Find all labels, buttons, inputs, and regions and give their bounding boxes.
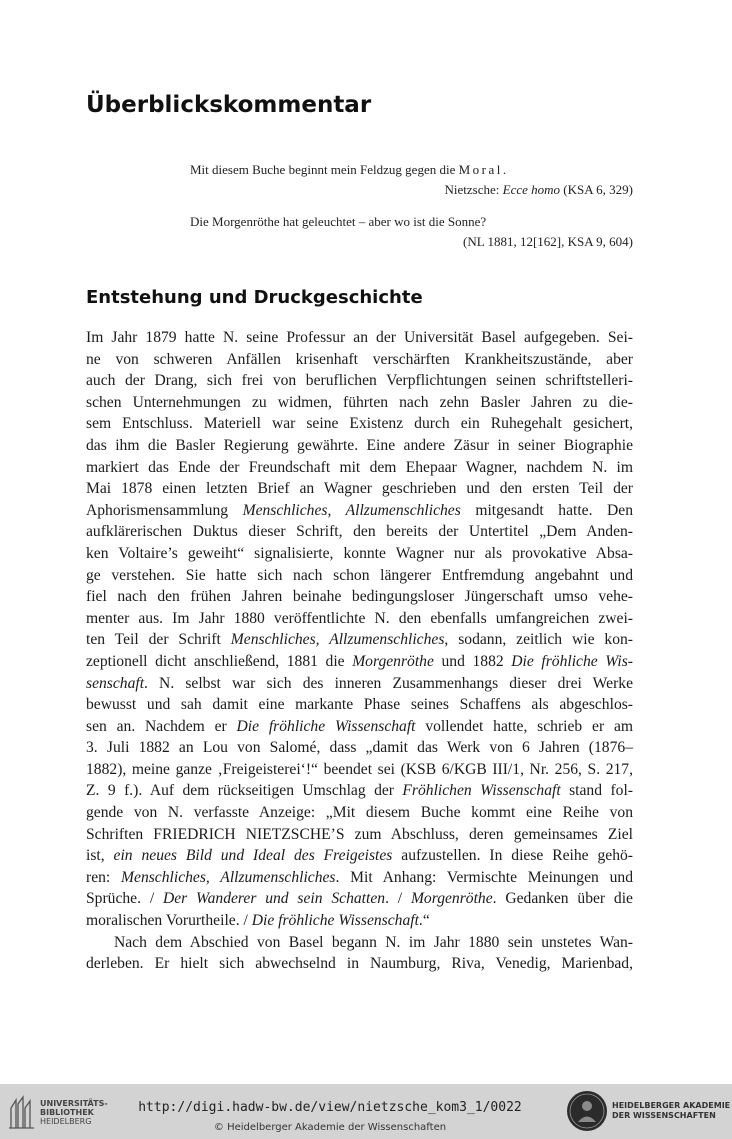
italic-segment: Die fröhliche Wis- xyxy=(511,652,633,670)
italic-segment: Menschliches, Allzumenschliches xyxy=(242,501,461,519)
text-line xyxy=(86,867,633,889)
epigraph-source: Nietzsche: Ecce homo (KSA 6, 329) xyxy=(444,182,633,197)
text-line xyxy=(86,910,633,932)
academy-seal-icon xyxy=(565,1089,609,1133)
text-line xyxy=(86,478,633,500)
academy-name: HEIDELBERGER AKADEMIE DER WISSENSCHAFTEN xyxy=(612,1101,731,1120)
text-segment: stand fol- xyxy=(560,782,633,800)
text-line xyxy=(86,457,633,479)
epigraph-quote: Die Morgenröthe hat geleuchtet – aber wo ist die Sonne? xyxy=(190,214,487,229)
text-line xyxy=(86,435,633,457)
italic-segment: Morgenröthe xyxy=(410,890,493,908)
epigraph-source: (NL 1881, 12[162], KSA 9, 604) xyxy=(463,234,633,249)
text-line xyxy=(86,543,633,565)
text-line xyxy=(86,953,633,975)
text-segment: Mai 1878 einen letzten Brief an Wagner geschrieben und den ersten Teil der xyxy=(86,480,633,498)
text-segment: das ihm die Basler Regierung gewährte. Eine andere Zäsur in seiner Biographie xyxy=(86,436,633,454)
text-line xyxy=(86,521,633,543)
text-segment: zeptionell dicht anschließend, 1881 die xyxy=(86,652,353,670)
epigraph-2 xyxy=(190,212,633,252)
text-segment: sen an. Nachdem er xyxy=(86,717,237,735)
italic-segment: Menschliches, Allzumenschliches xyxy=(121,868,336,886)
text-line xyxy=(86,694,633,716)
text-segment: . Mit Anhang: Vermischte Meinungen und xyxy=(335,868,633,886)
text-segment: Schriften FRIEDRICH NIETZSCHE’S zum Abschluss, deren gemeinsames Ziel xyxy=(86,825,633,843)
text-segment: 1882), meine ganze ‚Freigeisterei‘!“ beendet sei (KSB 6/KGB III/1, Nr. 256, S. 217, xyxy=(86,760,633,778)
text-segment: derleben. Er hielt sich abwechselnd in Naumburg, Riva, Venedig, Marienbad, xyxy=(86,955,633,973)
text-line xyxy=(86,349,633,371)
text-segment: menter aus. Im Jahr 1880 veröffentlichte N. den ebenfalls umfangreichen zwei- xyxy=(86,609,633,627)
text-segment: . Gedanken über die xyxy=(492,890,633,908)
text-line xyxy=(86,737,633,759)
text-segment: ist, xyxy=(86,847,114,865)
text-segment: Aphorismensammlung xyxy=(86,501,243,519)
text-line xyxy=(86,413,633,435)
text-segment: , sodann, zeitlich wie kon- xyxy=(444,631,633,649)
source-url-link[interactable]: http://digi.hadw-bw.de/view/nietzsche_kom3_1/0022 xyxy=(138,1100,522,1115)
text-segment: Nach dem Abschied von Basel begann N. im Jahr 1880 sein unstetes Wan- xyxy=(114,933,633,951)
text-segment: bewusst und sah damit eine markante Phase seines Schaffens als abgeschlos- xyxy=(86,696,633,714)
text-segment: ten Teil der Schrift xyxy=(86,631,231,649)
italic-segment: Die fröhliche Wissenschaft xyxy=(236,717,416,735)
section-heading: Entstehung und Druckgeschichte xyxy=(86,287,423,308)
epigraph-quote: Mit diesem Buche beginnt mein Feldzug gegen die Moral. xyxy=(190,162,507,177)
text-line xyxy=(86,802,633,824)
text-line xyxy=(86,888,633,910)
text-line xyxy=(86,500,633,522)
copyright-notice: © Heidelberger Akademie der Wissenschaften xyxy=(213,1122,447,1133)
text-segment: schen Unternehmungen zu widmen, führten nach zehn Basler Jahren zu die- xyxy=(86,393,633,411)
text-segment: Im Jahr 1879 hatte N. seine Professur an der Universität Basel aufgegeben. Sei- xyxy=(86,329,633,346)
text-line xyxy=(86,327,633,349)
text-segment: ken Voltaire’s geweiht“ signalisierte, konnte Wagner nur als provokative Absa- xyxy=(86,544,633,562)
text-segment: fiel nach den frühen Jahren beinahe bedingungsloser Jüngerschaft umso vehe- xyxy=(86,588,633,606)
text-segment: markiert das Ende der Freundschaft mit dem Ehepaar Wagner, nachdem N. im xyxy=(86,458,633,476)
text-segment: aufklärerischen Duktus dieser Schrift, den bereits der Untertitel „Dem Anden- xyxy=(86,523,633,541)
italic-segment: Morgenröthe xyxy=(352,652,434,670)
text-segment: vollendet hatte, schrieb er am xyxy=(415,717,633,735)
text-segment: . / xyxy=(385,890,411,908)
text-segment: 3. Juli 1882 an Lou von Salomé, dass „damit das Werk von 6 Jahren (1876– xyxy=(86,739,633,757)
text-segment: ren: xyxy=(86,868,122,886)
text-line xyxy=(86,759,633,781)
text-segment: und 1882 xyxy=(433,652,512,670)
page-title: Überblickskommentar xyxy=(86,92,372,118)
text-segment: sem Entschluss. Materiell war seine Existenz durch ein Ruhegehalt gesichert, xyxy=(86,415,633,433)
text-line xyxy=(86,629,633,651)
text-line xyxy=(86,673,633,695)
italic-segment: Der Wanderer und sein Schatten xyxy=(162,890,386,908)
italic-segment: senschaft xyxy=(86,674,145,692)
text-segment: Z. 9 f.). Auf dem rückseitigen Umschlag der xyxy=(86,782,403,800)
text-segment: aufzustellen. In diese Reihe gehö- xyxy=(392,847,633,865)
text-segment: ne von schweren Anfällen krisenhaft verschärften Krankheitszustände, aber xyxy=(86,350,633,368)
text-segment: ge verstehen. Sie hatte sich nach schon längerer Entfremdung angebahnt und xyxy=(86,566,633,584)
text-line xyxy=(86,932,633,954)
text-line xyxy=(86,845,633,867)
text-segment: Sprüche. / xyxy=(86,890,163,908)
italic-segment: ein neues Bild und Ideal des Freigeistes xyxy=(113,847,393,865)
text-line xyxy=(86,370,633,392)
text-line xyxy=(86,565,633,587)
text-segment: moralischen Vorurtheile. / xyxy=(86,912,252,930)
text-line xyxy=(86,651,633,673)
text-segment: mitgesandt hatte. Den xyxy=(460,501,634,519)
text-line xyxy=(86,716,633,738)
text-line xyxy=(86,780,633,802)
university-library-name: UNIVERSITÄTS- BIBLIOTHEK HEIDELBERG xyxy=(40,1099,108,1126)
italic-segment: Menschliches, Allzumenschliches xyxy=(230,631,445,649)
text-line xyxy=(86,824,633,846)
text-line xyxy=(86,586,633,608)
epigraph-1 xyxy=(190,160,633,200)
body-text xyxy=(86,327,633,975)
text-segment: . N. selbst war sich des inneren Zusammenhangs dieser drei Werke xyxy=(144,674,633,692)
text-line xyxy=(86,608,633,630)
italic-segment: Die fröhliche Wissenschaft xyxy=(251,912,419,930)
text-line xyxy=(86,392,633,414)
text-segment: .“ xyxy=(418,912,430,930)
text-segment: auch der Drang, sich frei von beruflichen Verpflichtungen seinen schriftstelleri- xyxy=(86,372,633,390)
text-segment: gende von N. verfasste Anzeige: „Mit diesem Buche kommt eine Reihe von xyxy=(86,804,633,822)
footer-bar xyxy=(0,1084,732,1139)
italic-segment: Fröhlichen Wissenschaft xyxy=(402,782,561,800)
